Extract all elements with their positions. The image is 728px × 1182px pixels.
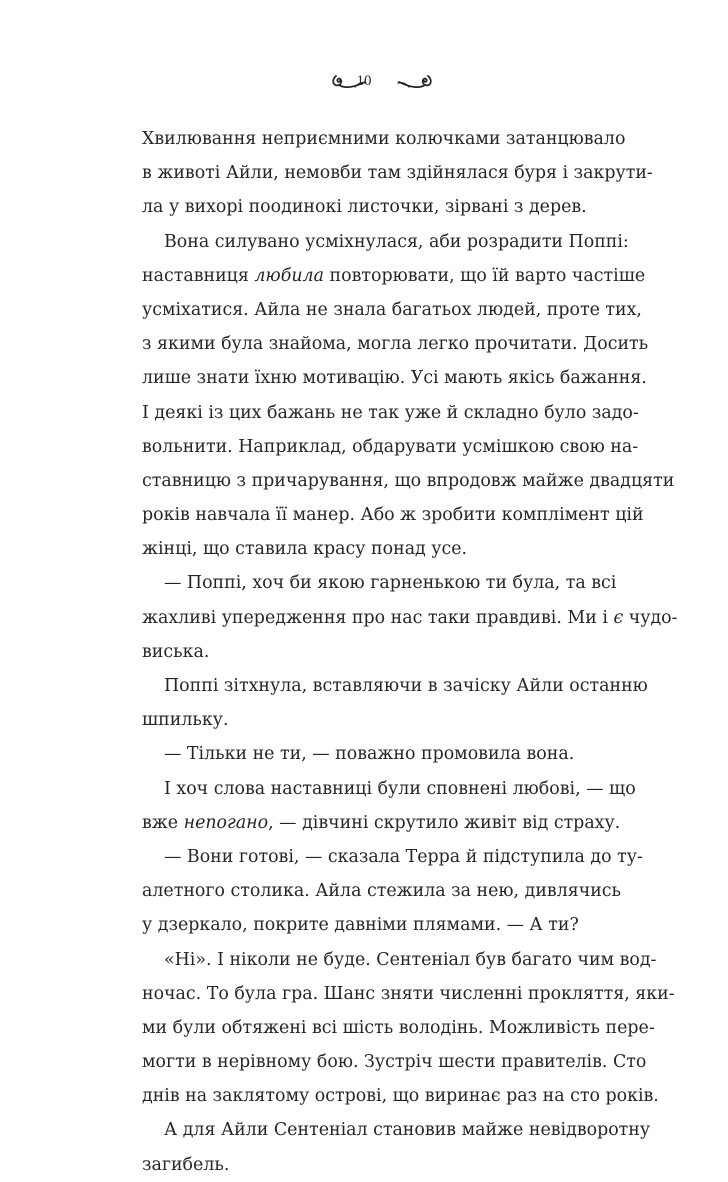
text-line: ночас. То була гра. Шанс зняти численні прокляття, яки- xyxy=(142,983,675,1004)
text-line: жахливі упередження про нас таки правдиві. Ми і є чудо- xyxy=(142,607,678,628)
text-line: — Тільки не ти, — поважно промовила вона. xyxy=(164,744,575,765)
text-line: жінці, що ставила красу понад усе. xyxy=(142,539,468,560)
text-line: Поппі зітхнула, вставляючи в зачіску Айли останню xyxy=(164,676,648,696)
text-line: виська. xyxy=(142,641,210,662)
italic-emphasis: непогано xyxy=(183,812,269,833)
text-line: загибель. xyxy=(142,1154,230,1175)
text-line: ми були обтяжені всі шість володінь. Можливість пере- xyxy=(142,1017,655,1038)
text-line: з якими була знайома, могла легко прочитати. Досить xyxy=(142,334,649,355)
text-line: І деякі із цих бажань не так уже й складно було задо- xyxy=(142,402,639,423)
text-line: А для Айли Сентеніал становив майже невідворотну xyxy=(164,1120,651,1141)
italic-emphasis: є xyxy=(613,607,624,628)
text-line: могти в нерівному бою. Зустріч шести правителів. Сто xyxy=(142,1052,647,1073)
text-line: в животі Айли, немовби там здійнялася буря і закрути- xyxy=(142,163,653,184)
text-line: ставницю з причарування, що впродовж майже двадцяти xyxy=(142,470,675,491)
text-line: — Поппі, хоч би якою гарненькою ти була, та всі xyxy=(164,573,617,594)
text-line: лише знати їхню мотивацію. Усі мають якісь бажання. xyxy=(142,368,647,389)
text-line: вже непогано, — дівчині скрутило живіт від страху. xyxy=(142,812,621,833)
text-line: алетного столика. Айла стежила за нею, дивлячись xyxy=(142,881,622,902)
text-line: І хоч слова наставниці були сповнені любові, — що xyxy=(164,778,636,799)
text-line: у дзеркало, покрите давніми плямами. — А ти? xyxy=(142,915,579,936)
page-number: 10 xyxy=(356,73,372,89)
text-line: ла у вихорі поодинокі листочки, зірвані з дерев. xyxy=(142,197,587,218)
italic-emphasis: любила xyxy=(254,265,324,286)
text-line: Хвилювання неприємними колючками затанцювало xyxy=(142,129,626,149)
flourish-icon xyxy=(396,68,434,94)
text-line: днів на заклятому острові, що виринає раз на сто років. xyxy=(142,1086,659,1107)
text-line: наставниця любила повторювати, що їй варто частіше xyxy=(142,265,646,286)
text-line: усміхатися. Айла не знала багатьох людей, проте тих, xyxy=(142,299,642,320)
text-line: «Ні». І ніколи не буде. Сентеніал був багато чим вод- xyxy=(164,949,657,970)
text-line: шпильку. xyxy=(142,710,229,731)
text-line: — Вони готові, — сказала Терра й підступила до ту- xyxy=(164,846,643,867)
body-text xyxy=(142,122,678,1182)
text-line: вольнити. Наприклад, обдарувати усмішкою свою на- xyxy=(142,436,639,457)
page-header xyxy=(0,68,728,98)
text-line: Вона силувано усміхнулася, аби розрадити Поппі: xyxy=(164,231,629,252)
text-line: років навчала її манер. Або ж зробити комплімент цій xyxy=(142,505,644,526)
